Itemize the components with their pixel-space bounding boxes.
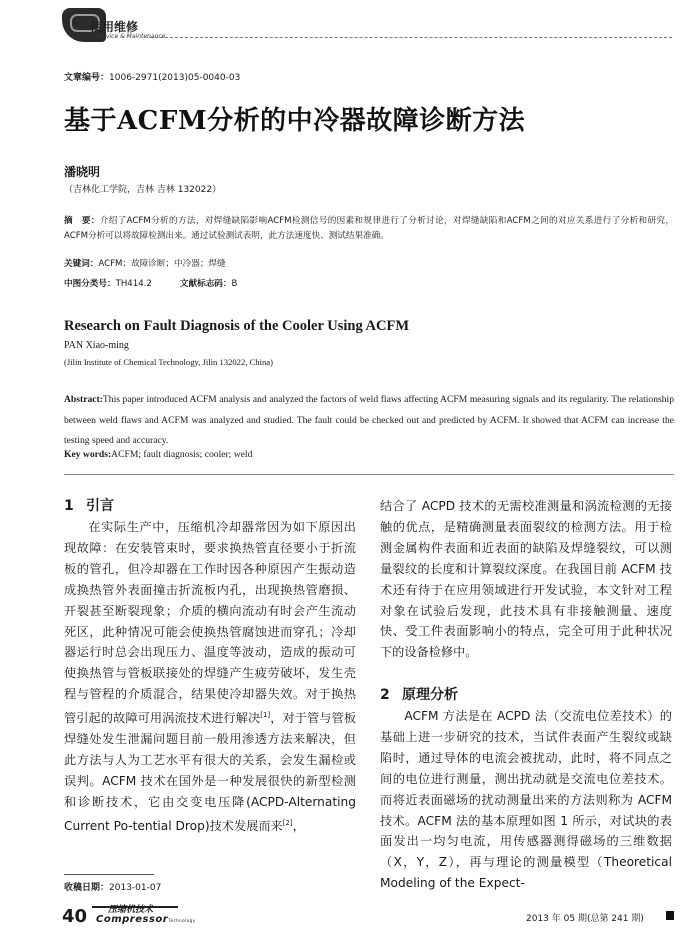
title-cn: 基于ACFM分析的中冷器故障诊断方法	[64, 106, 526, 136]
citation-1: [1]	[260, 711, 271, 720]
page-number: 40	[62, 906, 88, 927]
article-number-value: 1006-2971(2013)05-0040-03	[109, 73, 241, 83]
abstract-en-label: Abstract:	[64, 394, 103, 405]
author-en: PAN Xiao-ming	[64, 340, 129, 351]
section-1-body-left	[64, 517, 356, 837]
issue-info: 2013 年 05 期(总第 241 期)	[526, 914, 644, 924]
section-1-text-b: ，对于管与管板焊缝处发生泄漏问题目前一般用渗透方法来解决，但此方法与人为工艺水平有很大的关系，会发生漏检或误判。ACFM 技术在国外是一种发展很快的新型检测和诊断技术，它由交变电压降(ACPD-Alternating Current Po-tential Drop)技术发展而来	[64, 711, 357, 833]
section-1-paragraph-2: 结合了 ACPD 技术的无需校准测量和涡流检测的无接触的优点，是精确测量表面裂纹的检测方法。用于检测金属构件表面和近表面的缺陷及焊缝裂纹，可以测量裂纹的长度和计算裂纹深度。在我国目前 ACFM 技术还有待于在应用领域进行开发试验，本文针对工程对象在试验后发现，此技术具有非接触测量、速度快、受工件表面影响小的特点，完全可用于此种状况下的设备检修中。	[380, 499, 672, 660]
keywords-cn	[64, 257, 226, 269]
abstract-cn-label: 摘 要：	[64, 216, 100, 226]
keywords-en-text: ACFM; fault diagnosis; cooler; weld	[111, 449, 253, 460]
abstract-divider	[64, 474, 674, 475]
section-1-number: 1	[64, 498, 74, 514]
keywords-cn-text: ACFM；故障诊断；中冷器；焊缝	[98, 259, 226, 269]
section-subtitle: Service & Maintenance	[96, 33, 166, 40]
abstract-en-text: This paper introduced ACFM analysis and analyzed the factors of weld flaws affecting ACFM measuring signals and its regularity. The relationship between weld flaws and ACFM was analyzed and studied. The fault could be checked out and predicted by ACFM. It showed that ACFM can increase the testing speed and accuracy.	[64, 394, 674, 446]
section-2-paragraph: ACFM 方法是在 ACPD 法（交流电位差技术）的基础上进一步研究的技术，当试件表面产生裂纹或缺陷时，通过导体的电流会被扰动，此时，将不同点之间的电位进行测量，测出扰动就是交流电位差技术。而将近表面磁场的扰动测量出来的方法则称为 ACFM 技术。ACFM 法的基本原理如图 1 所示，对试块的表面发出一均匀电流，用传感器测得磁场的三维数据（X，Y，Z），再与理论的测量模型（Theoretical Modeling of the Expect-	[380, 709, 672, 891]
journal-name-cn: 压缩机技术	[108, 905, 154, 915]
journal-name-en-main: Compressor	[96, 914, 169, 925]
section-title: 使用维修	[90, 20, 139, 34]
footnote-rule	[64, 874, 154, 875]
article-number-label: 文章编号：	[64, 73, 110, 83]
journal-name-en-small: Technology	[168, 918, 196, 923]
section-2-body	[380, 706, 672, 894]
keywords-en-label: Key words:	[64, 449, 112, 460]
title-en: Research on Fault Diagnosis of the Cooler Using ACFM	[64, 318, 410, 334]
citation-2: [2]	[282, 818, 293, 827]
classification	[64, 277, 237, 289]
clc-label: 中图分类号：	[64, 279, 116, 289]
section-1-text-c: ，	[292, 818, 305, 833]
keywords-en	[64, 449, 252, 460]
affiliation-cn: （吉林化工学院，吉林 吉林 132022）	[64, 185, 222, 195]
section-2-heading	[380, 684, 458, 704]
section-1-text-a: 在实际生产中，压缩机冷却器常因为如下原因出现故障：在安装管束时，要求换热管直径要小于折流板的管孔，但冷却器在工作时因各种原因产生振动造成换热管外表面撞击折流板内孔，出现换热管磨损、开裂甚至断裂现象；介质的横向流动有时会产生流动死区，此种情况可能会使换热管腐蚀进而穿孔；冷却器运行时总会出现压力、温度等波动，造成的振动可使换热管与管板联接处的焊缝产生疲劳破坏，发生壳程与管程的介质混合，结果使冷却器失效。对于换热管引起的故障可用涡流技术进行解决	[64, 520, 356, 726]
received-date	[64, 880, 161, 893]
section-1-body-right	[380, 496, 672, 663]
abstract-cn	[64, 214, 674, 243]
header-divider	[150, 37, 672, 38]
journal-name-en	[96, 914, 196, 925]
section-1-heading	[64, 495, 114, 515]
abstract-cn-text: 介绍了ACFM分析的方法，对焊缝缺陷影响ACFM检测信号的因素和规律进行了分析讨论，对焊缝缺陷和ACFM之间的对应关系进行了分析和研究，ACFM分析可以将故障检测出来。通过试验测试表明，此方法速度快、测试结果准确。	[64, 216, 674, 241]
affiliation-en: (Jilin Institute of Chemical Technology, Jilin 132022, China)	[64, 357, 273, 367]
section-2-number: 2	[380, 687, 390, 703]
received-label: 收稿日期：	[64, 883, 110, 893]
keywords-cn-label: 关键词：	[64, 259, 99, 269]
end-mark-icon	[666, 911, 674, 920]
received-value: 2013-01-07	[109, 883, 162, 893]
section-1-title: 引言	[86, 498, 114, 514]
article-number	[64, 70, 240, 83]
abstract-en	[64, 390, 674, 452]
clc-value: TH414.2	[115, 279, 152, 289]
doc-code-value: B	[231, 279, 238, 289]
doc-code-label: 文献标志码：	[179, 279, 232, 289]
section-1-paragraph-1	[64, 517, 356, 837]
author-cn: 潘晓明	[64, 165, 101, 179]
section-2-title: 原理分析	[402, 687, 458, 703]
